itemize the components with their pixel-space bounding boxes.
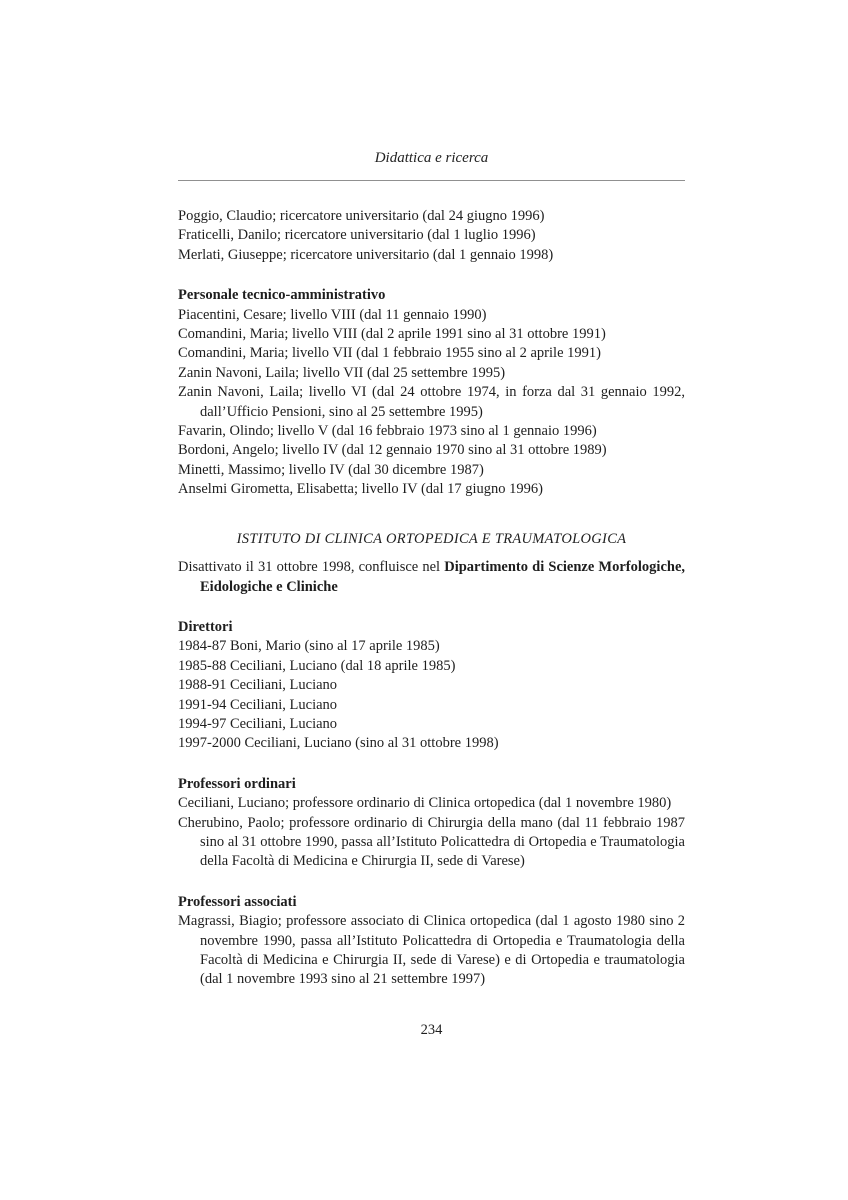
- section-heading-personale: Personale tecnico-amministrativo: [178, 287, 386, 304]
- ordinari-section: [178, 794, 685, 872]
- personale-section: [178, 306, 685, 500]
- page-number: 234: [420, 1021, 443, 1038]
- director-entry: 1984-87 Boni, Mario (sino al 17 aprile 1985): [178, 638, 440, 655]
- director-entry: 1994-97 Ceciliani, Luciano: [178, 715, 338, 732]
- personnel-entry: Zanin Navoni, Laila; livello VI (dal 24 ottobre 1974, in forza dal 31 gennaio 1992, dall’Ufficio Pensioni, sino al 25 settembre 1995): [178, 384, 685, 420]
- personnel-entry: Bordoni, Angelo; livello IV (dal 12 gennaio 1970 sino al 31 ottobre 1989): [178, 442, 607, 459]
- personnel-entry: Comandini, Maria; livello VIII (dal 2 aprile 1991 sino al 31 ottobre 1991): [178, 326, 606, 343]
- personnel-entry: Zanin Navoni, Laila; livello VII (dal 25 settembre 1995): [178, 364, 506, 381]
- institute-note-bold: Dipartimento di Scienze Morfologiche, Eidologiche e Cliniche: [200, 559, 686, 595]
- director-entry: 1985-88 Ceciliani, Luciano (dal 18 aprile 1985): [178, 657, 456, 674]
- text-block: [178, 150, 685, 1040]
- section-heading-direttori: Direttori: [178, 618, 233, 635]
- director-entry: 1997-2000 Ceciliani, Luciano (sino al 31 ottobre 1998): [178, 735, 499, 752]
- professor-entry: Cherubino, Paolo; professore ordinario di Chirurgia della mano (dal 11 febbraio 1987 sino al 31 ottobre 1990, passa all’Istituto Policattedra di Ortopedia e Traumatologia della Facoltà di Medicina e Chirurgia II, sede di Varese): [178, 814, 685, 870]
- researchers-section: [178, 207, 685, 265]
- header-rule: [178, 180, 685, 181]
- personnel-entry: Minetti, Massimo; livello IV (dal 30 dicembre 1987): [178, 461, 484, 478]
- director-entry: 1991-94 Ceciliani, Luciano: [178, 696, 338, 713]
- researcher-entry: Poggio, Claudio; ricercatore universitario (dal 24 giugno 1996): [178, 208, 545, 224]
- personnel-entry: Comandini, Maria; livello VII (dal 1 febbraio 1955 sino al 2 aprile 1991): [178, 345, 601, 362]
- personnel-entry: Piacentini, Cesare; livello VIII (dal 11 gennaio 1990): [178, 306, 487, 323]
- institute-heading: ISTITUTO DI CLINICA ORTOPEDICA E TRAUMATOLOGICA: [236, 530, 627, 547]
- institute-note: [178, 558, 685, 597]
- associate-entry: Magrassi, Biagio; professore associato di Clinica ortopedica (dal 1 agosto 1980 sino 2 novembre 1990, passa all’Istituto Policattedra di Ortopedia e Traumatologia della Facoltà di Medicina e Chirurgia II, sede di Varese) e di Ortopedia e traumatologia (dal 1 novembre 1993 sino al 21 settembre 1997): [178, 913, 685, 988]
- associati-section: [178, 912, 685, 990]
- running-head: Didattica e ricerca: [374, 150, 489, 166]
- direttori-section: [178, 637, 685, 753]
- researcher-entry: Merlati, Giuseppe; ricercatore universitario (dal 1 gennaio 1998): [178, 246, 554, 263]
- researcher-entry: Fraticelli, Danilo; ricercatore universitario (dal 1 luglio 1996): [178, 227, 536, 244]
- personnel-entry: Favarin, Olindo; livello V (dal 16 febbraio 1973 sino al 1 gennaio 1996): [178, 423, 597, 440]
- personnel-entry: Anselmi Girometta, Elisabetta; livello IV (dal 17 giugno 1996): [178, 481, 543, 498]
- section-heading-associati: Professori associati: [178, 893, 297, 910]
- director-entry: 1988-91 Ceciliani, Luciano: [178, 677, 338, 694]
- body-text: [178, 207, 685, 1040]
- section-heading-ordinari: Professori ordinari: [178, 775, 296, 792]
- professor-entry: Ceciliani, Luciano; professore ordinario di Clinica ortopedica (dal 1 novembre 1980): [178, 795, 672, 812]
- institute-note-plain: Disattivato il 31 ottobre 1998, confluisce nel: [178, 559, 445, 576]
